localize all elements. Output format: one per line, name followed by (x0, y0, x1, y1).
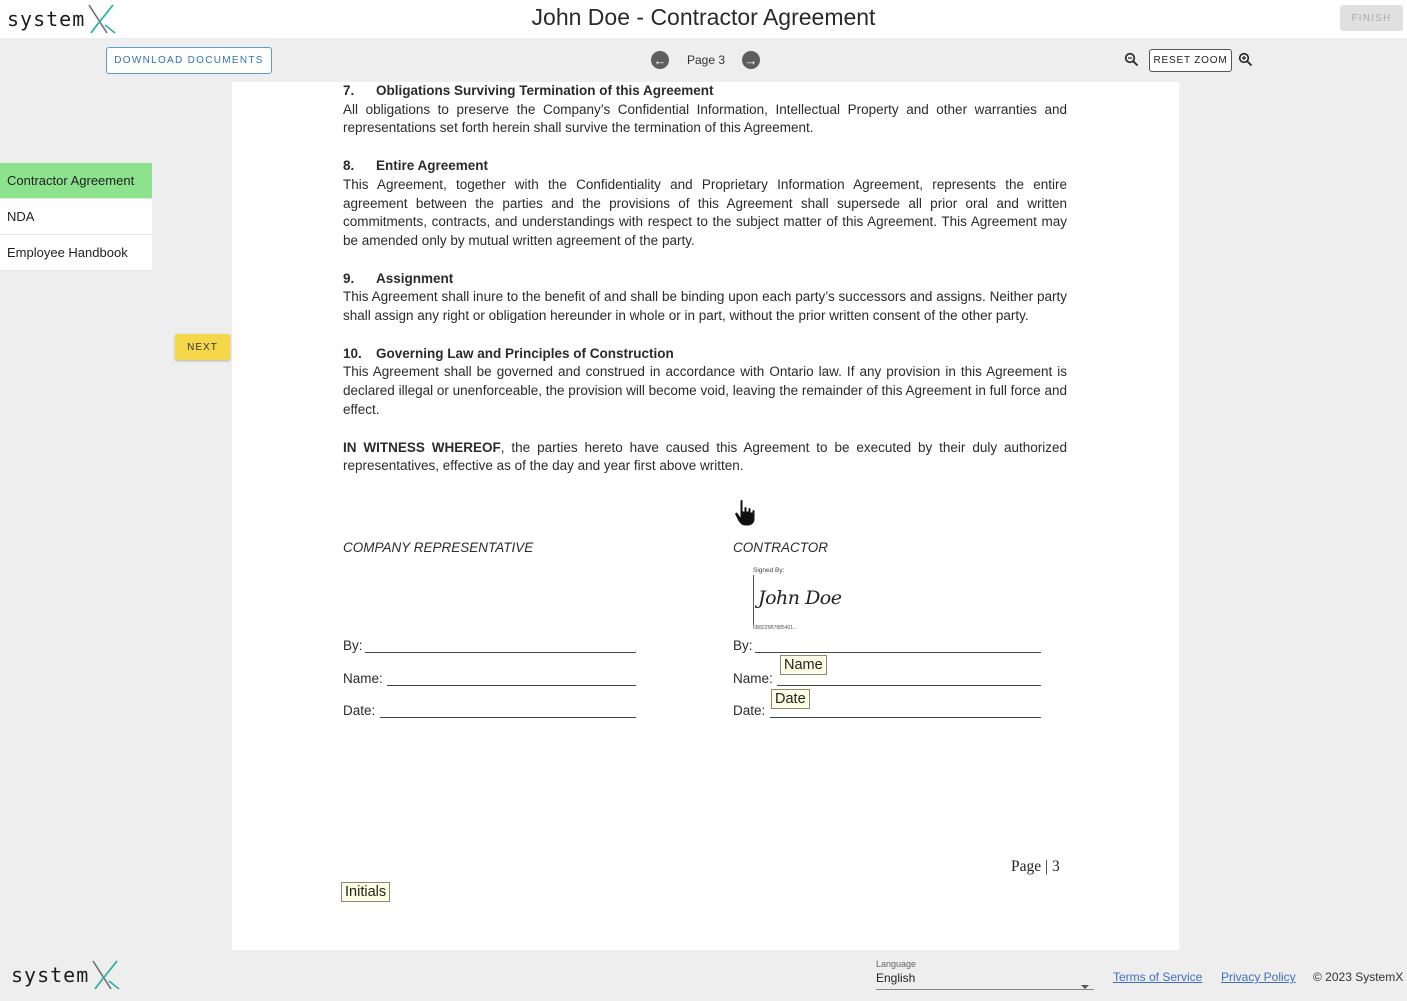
contractor-signature[interactable] (753, 567, 843, 633)
section-title: Governing Law and Principles of Construction (376, 345, 674, 361)
footer (0, 950, 1407, 1001)
section-title: Obligations Surviving Termination of this Agreement (376, 83, 714, 98)
signature-bar (753, 575, 754, 625)
name-field-tag[interactable]: Name (780, 655, 827, 675)
section-body: All obligations to preserve the Company’s Confidential Information, Intellectual Property and other warranties and representations set forth herein shall survive the termination of this Agreement. (343, 101, 1067, 136)
section-10 (343, 345, 1067, 420)
contractor-date-label: Date: (733, 703, 766, 718)
section-body: This Agreement, together with the Confidentiality and Proprietary Information Agreement, represents the entire agreement between the parties and the provisions of this Agreement shall supersede all prior oral and written commitments, contracts, and understandings with respect to the subject matter of this Agreement. This Agreement may be amended only by mutual written agreement of the party. (343, 176, 1067, 248)
document-text (343, 82, 1067, 476)
download-documents-button[interactable]: DOWNLOAD DOCUMENTS (106, 47, 272, 74)
initials-field-tag[interactable]: Initials (341, 882, 390, 902)
section-title: Entire Agreement (376, 158, 489, 174)
language-select[interactable] (876, 959, 1094, 990)
zoom-in-icon[interactable] (1238, 52, 1253, 67)
document-list (0, 163, 152, 271)
witness-text: , the parties hereto have caused this Agreement to be executed by their duly authorized representatives, effective as of the day and year first above written. (343, 439, 1068, 474)
contractor-name-line (777, 685, 1041, 686)
signature-script: John Doe (758, 587, 842, 609)
contractor-by-line (755, 652, 1041, 653)
company-representative-heading: COMPANY REPRESENTATIVE (343, 540, 534, 555)
contractor-name-label: Name: (733, 671, 773, 686)
hand-cursor-icon (733, 498, 761, 528)
signature-hash: 6B8225B7885401... (753, 625, 798, 631)
finish-button[interactable]: FINISH (1340, 5, 1403, 31)
footer-systemx-logo[interactable] (11, 956, 121, 994)
toolbar (0, 38, 1407, 82)
language-label: Language (876, 959, 917, 969)
terms-of-service-link[interactable]: Terms of Service (1113, 970, 1203, 984)
contractor-date-line (770, 717, 1041, 718)
sidebar-item-employee-handbook[interactable]: Employee Handbook (0, 235, 152, 271)
page-number: Page | 3 (1011, 858, 1060, 875)
reset-zoom-button[interactable]: RESET ZOOM (1149, 49, 1232, 72)
dropdown-caret-icon[interactable] (1081, 985, 1089, 989)
pager (651, 51, 760, 69)
section-body: This Agreement shall be governed and construed in accordance with Ontario law. If any provision in this Agreement is declared illegal or unenforceable, the provision will become void, leaving the remainder of this Agreement in full force and effect. (343, 364, 1067, 417)
section-body: This Agreement shall inure to the benefit of and shall be binding upon each party’s successors and assigns. Neither party shall assign any right or obligation hereunder in whole or in part, without the prior written consent of the other party. (343, 289, 1067, 324)
zoom-out-icon[interactable] (1124, 52, 1139, 67)
witness-paragraph (343, 439, 1067, 476)
page-title: John Doe - Contractor Agreement (531, 4, 876, 30)
sidebar-item-contractor-agreement[interactable]: Contractor Agreement (0, 163, 152, 199)
section-number: 7. (343, 83, 355, 98)
prev-page-arrow-icon[interactable]: ← (651, 51, 669, 69)
next-button[interactable]: NEXT (175, 334, 230, 360)
company-by-label: By: (343, 638, 363, 653)
footer-logo-x-mark-icon (91, 959, 121, 991)
contractor-heading: CONTRACTOR (733, 540, 829, 555)
section-title: Assignment (376, 270, 454, 286)
signed-by-label: Signed By: (753, 567, 785, 574)
witness-bold: IN WITNESS WHEREOF (343, 439, 501, 455)
document-page (232, 82, 1179, 950)
footer-logo-text: system (11, 963, 90, 987)
company-name-label: Name: (343, 671, 383, 686)
contractor-by-label: By: (733, 638, 753, 653)
company-date-label: Date: (343, 703, 376, 718)
header (0, 0, 1407, 38)
company-by-line (365, 652, 636, 653)
section-7 (343, 82, 1067, 138)
privacy-policy-link[interactable]: Privacy Policy (1221, 970, 1296, 984)
section-8 (343, 157, 1067, 251)
section-number: 9. (343, 270, 355, 286)
section-9 (343, 270, 1067, 326)
section-number: 8. (343, 158, 355, 174)
next-page-arrow-icon[interactable]: → (742, 51, 760, 69)
sidebar-item-nda[interactable]: NDA (0, 199, 152, 235)
logo-text: system (7, 7, 86, 31)
section-number: 10. (343, 345, 362, 361)
company-date-line (380, 717, 636, 718)
company-name-line (387, 685, 636, 686)
date-field-tag[interactable]: Date (771, 689, 810, 709)
page-indicator: Page 3 (687, 53, 726, 67)
copyright-text: © 2023 SystemX (1313, 970, 1404, 984)
language-value[interactable]: English (876, 971, 1094, 990)
